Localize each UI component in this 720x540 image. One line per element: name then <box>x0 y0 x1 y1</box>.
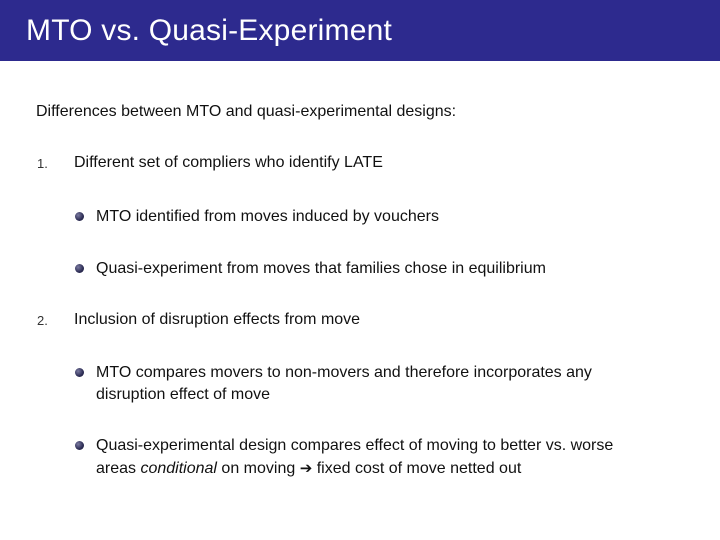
point-number: 1. <box>37 156 48 171</box>
intro-text: Differences between MTO and quasi-experimental designs: <box>36 103 457 120</box>
subpoint-line-suffix: fixed cost of move netted out <box>316 460 522 477</box>
sphere-bullet-icon <box>75 264 84 273</box>
subpoint-line-middle: on moving <box>216 460 300 477</box>
subpoint-line: Quasi-experimental design compares effect of moving to better vs. worse <box>96 437 614 454</box>
subpoint-line-prefix: areas <box>96 460 141 477</box>
subpoint-text <box>96 435 613 480</box>
point-number: 2. <box>37 313 48 328</box>
right-arrow-icon: ➔ <box>299 459 313 477</box>
subpoint-line: disruption effect of move <box>96 386 271 403</box>
subpoint-text: MTO identified from moves induced by vouchers <box>96 208 439 225</box>
slide-title: MTO vs. Quasi-Experiment <box>26 14 393 47</box>
sphere-bullet-icon <box>75 212 84 221</box>
title-bar <box>0 0 720 61</box>
subpoint-text: Quasi-experiment from moves that families chose in equilibrium <box>96 260 546 277</box>
point-text: Inclusion of disruption effects from move <box>74 311 361 328</box>
point-text: Different set of compliers who identify LATE <box>74 154 383 171</box>
subpoint-text <box>96 362 592 406</box>
subpoint-line: MTO compares movers to non-movers and therefore incorporates any <box>96 364 592 381</box>
emphasis-text: conditional <box>140 460 217 477</box>
sphere-bullet-icon <box>75 368 84 377</box>
sphere-bullet-icon <box>75 441 84 450</box>
